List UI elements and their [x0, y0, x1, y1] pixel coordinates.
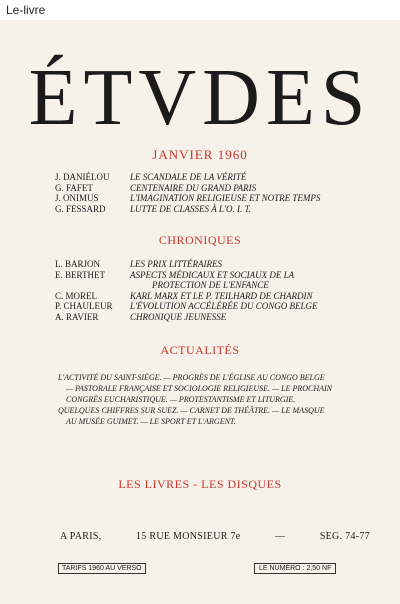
chronique-author: A. RAVIER	[55, 311, 99, 322]
chronique-title: LES PRIX LITTÉRAIRES	[130, 259, 222, 269]
tarifs-box: TARIFS 1960 AU VERSO	[58, 563, 146, 574]
chronique-author: C. MOREL	[55, 290, 98, 301]
contents-title: LUTTE DE CLASSES À L'O. I. T.	[130, 203, 252, 214]
contents-author: G. FESSARD	[55, 203, 106, 214]
chroniques-list	[55, 259, 318, 322]
contents-author: J. DANIÉLOU	[55, 172, 110, 182]
contents-title: LE SCANDALE DE LA VÉRITÉ	[130, 172, 247, 182]
contents-row	[55, 183, 320, 194]
address-street: 15 RUE MONSIEUR 7e	[135, 531, 241, 542]
chronique-author: L. BARJON	[55, 259, 101, 269]
header-strip	[0, 0, 400, 20]
actualites-heading: ACTUALITÉS	[160, 343, 240, 357]
contents-row	[55, 204, 320, 215]
masthead-title: ÉTVDES	[28, 54, 372, 142]
chronique-row-continued	[55, 280, 318, 291]
publisher-address	[60, 531, 370, 542]
contents-list	[55, 172, 320, 214]
actualites-line: — PASTORALE FRANÇAISE ET SOCIOLOGIE RELIGIEUSE. — LE PROCHAIN	[66, 384, 332, 393]
chronique-title: ASPECTS MÉDICAUX ET SOCIAUX DE LA	[130, 269, 295, 280]
contents-row	[55, 193, 320, 204]
contents-title: L'IMAGINATION RELIGIEUSE ET NOTRE TEMPS	[130, 193, 321, 203]
chronique-title: L'ÉVOLUTION ACCÉLÉRÉE DU CONGO BELGE	[130, 301, 318, 311]
chronique-row	[55, 301, 318, 312]
address-city: A PARIS,	[60, 531, 102, 542]
contents-row	[55, 172, 320, 183]
contents-author: J. ONIMUS	[55, 193, 99, 203]
actualites-text	[58, 372, 358, 427]
actualites-line: QUELQUES CHIFFRES SUR SUEZ. — CARNET DE THÉÂTRE. — LE MASQUE	[58, 406, 325, 415]
actualites-line: L'ACTIVITÉ DU SAINT-SIÈGE. — PROGRÈS DE L'ÉGLISE AU CONGO BELGE	[58, 373, 325, 382]
watermark: Le-livre	[6, 3, 46, 17]
chronique-row	[55, 312, 318, 323]
actualites-line: CONGRÈS EUCHARISTIQUE. — PROTESTANTISME ET LITURGIE.	[66, 395, 296, 404]
contents-title: CENTENAIRE DU GRAND PARIS	[130, 182, 257, 193]
chronique-author: P. CHAULEUR	[55, 301, 113, 311]
chronique-row	[55, 291, 318, 302]
books-heading: LES LIVRES - LES DISQUES	[118, 477, 282, 491]
price-box: LE NUMÉRO : 2,50 NF	[254, 563, 336, 574]
issue-date: JANVIER 1960	[152, 147, 248, 162]
actualites-line: AU MUSÉE GUIMET. — LE SPORT ET L'ARGENT.	[66, 417, 236, 426]
chronique-author: E. BERTHET	[55, 269, 105, 280]
chronique-title: KARL MARX ET LE P. TEILHARD DE CHARDIN	[130, 290, 313, 301]
chronique-title: CHRONIQUE JEUNESSE	[130, 311, 227, 322]
address-dash: —	[274, 531, 286, 542]
chronique-row	[55, 259, 318, 270]
address-phone: SEG. 74-77	[319, 531, 370, 542]
chronique-row	[55, 270, 318, 281]
chroniques-heading: CHRONIQUES	[158, 233, 242, 247]
contents-author: G. FAFET	[55, 182, 93, 193]
chronique-title: PROTECTION DE L'ENFANCE	[152, 280, 269, 290]
